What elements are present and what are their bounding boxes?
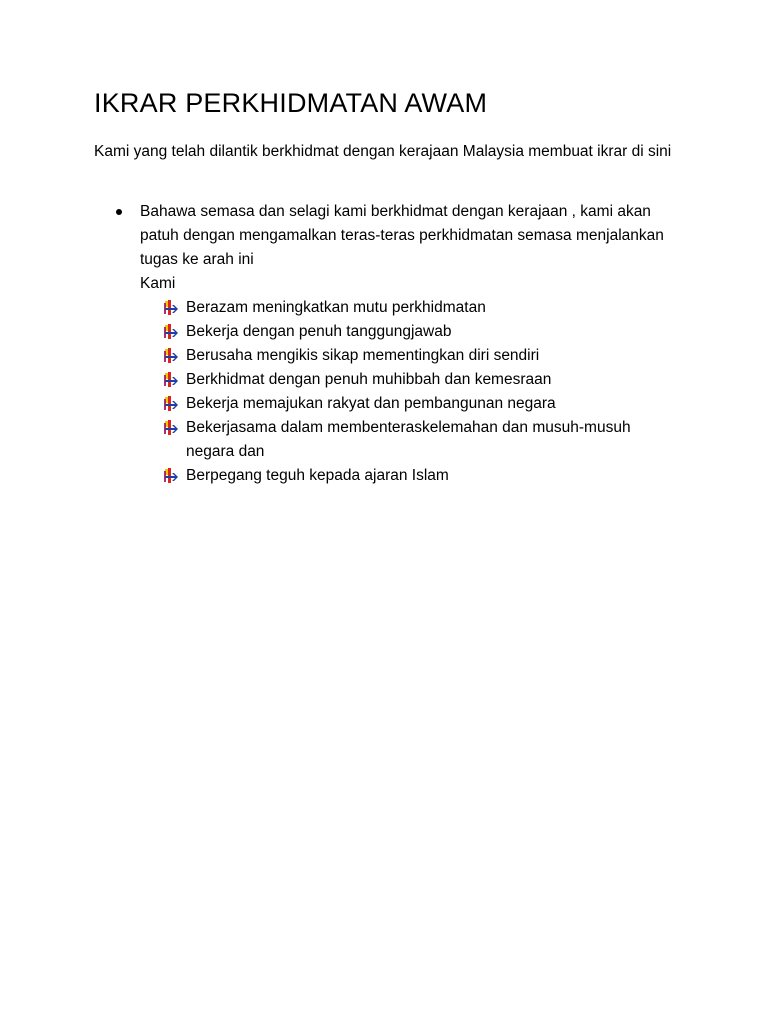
list-item-text: Bekerja dengan penuh tanggungjawab: [186, 323, 452, 340]
arrow-bullet-icon: [162, 324, 178, 340]
sublist-lead: Kami: [140, 275, 176, 292]
bullet-dot-icon: [116, 209, 122, 215]
list-item: [162, 368, 682, 392]
arrow-bullet-icon: [162, 396, 178, 412]
list-item-text: Bekerjasama dalam membenteraskelemahan dan musuh-musuh negara dan: [186, 419, 631, 460]
list-item-text: Bekerja memajukan rakyat dan pembangunan negara: [186, 395, 556, 412]
list-item-text: Berazam meningkatkan mutu perkhidmatan: [186, 299, 486, 316]
list-item-text: Berkhidmat dengan penuh muhibbah dan kemesraan: [186, 371, 552, 388]
list-item-text: Berusaha mengikis sikap mementingkan diri sendiri: [186, 347, 540, 364]
list-item: [162, 392, 682, 416]
main-bullet-text: Bahawa semasa dan selagi kami berkhidmat dengan kerajaan , kami akan patuh dengan mengamalkan teras-teras perkhidmatan semasa menjalankan tugas ke arah ini: [140, 203, 664, 268]
list-item: [162, 344, 682, 368]
arrow-bullet-icon: [162, 468, 178, 484]
list-item-text: Berpegang teguh kepada ajaran Islam: [186, 467, 449, 484]
arrow-bullet-icon: [162, 420, 178, 436]
list-item: [162, 464, 682, 488]
arrow-bullet-icon: [162, 300, 178, 316]
commitment-list: [162, 296, 682, 488]
list-item: [162, 296, 682, 320]
list-item: [162, 416, 682, 464]
arrow-bullet-icon: [162, 372, 178, 388]
intro-paragraph: Kami yang telah dilantik berkhidmat dengan kerajaan Malaysia membuat ikrar di sini: [94, 143, 672, 160]
arrow-bullet-icon: [162, 348, 178, 364]
list-item: [162, 320, 682, 344]
page-title: IKRAR PERKHIDMATAN AWAM: [94, 88, 488, 118]
